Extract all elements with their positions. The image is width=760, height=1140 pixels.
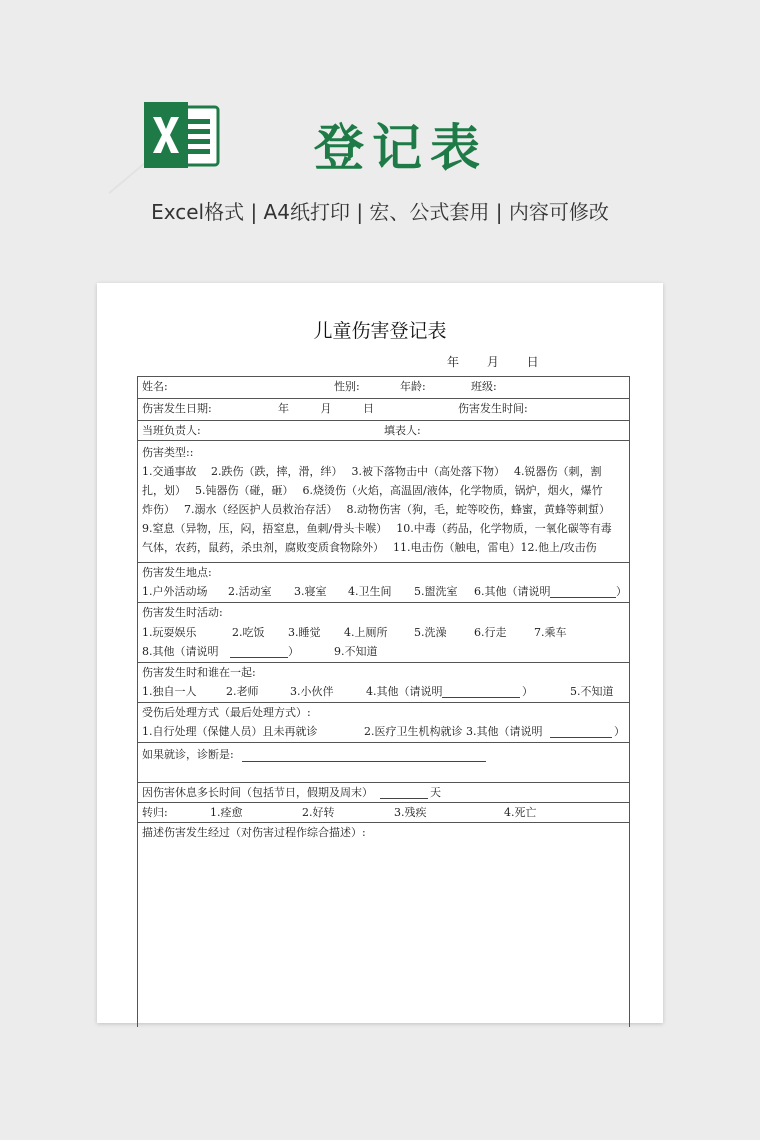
form-date-line: 年 月 日 [447,355,539,369]
treatment-other-blank[interactable] [550,725,612,738]
location-option-close: ） [616,585,627,598]
form-title: 儿童伤害登记表 [313,320,447,342]
injury-type-line: 炸伤） 7.溺水（经医护人员救治存活） 8.动物伤害（狗，毛，蛇等咬伤，蜂蜜，黄蜂等刺蜇） [142,503,610,516]
row-basic-info [138,377,629,399]
diagnosis-blank[interactable] [242,749,486,762]
teacher-label: 当班负责人: [142,424,201,437]
treatment-option-close: ） [614,725,625,738]
activity-option: 9.不知道 [334,645,378,658]
location-option: 1.户外活动场 [142,585,208,598]
location-option: 3.寝室 [294,585,327,598]
with-whom-option: 5.不知道 [570,685,614,698]
name-label: 姓名: [142,380,168,393]
row-responsible [138,421,629,441]
injury-time-label: 伤害发生时间: [458,402,528,415]
treatment-option: 1.自行处理（保健人员）且未再就诊 [142,725,318,738]
row-location [138,563,629,603]
activity-option: 5.洗澡 [414,626,447,639]
row-activity [138,603,629,663]
rest-unit: 天 [430,786,441,799]
treatment-label: 受伤后处理方式（最后处理方式）: [142,706,311,719]
page-title: 登记表 [314,119,488,177]
activity-option-close: ） [288,645,299,658]
activity-option: 4.上厕所 [344,626,388,639]
with-whom-option: 3.小伙伴 [290,685,334,698]
row-outcome [138,803,629,823]
injury-type-line: 1.交通事故 2.跌伤（跌，摔，滑，绊） 3.被下落物击中（高处落下物） 4.锐器伤（刺，割 [142,465,602,478]
rest-label: 因伤害休息多长时间（包括节日，假期及周末） [142,786,373,799]
outcome-option: 1.痊愈 [210,806,243,819]
row-rest [138,783,629,803]
diagnosis-label: 如果就诊，诊断是: [142,748,234,761]
with-whom-option: 1.独自一人 [142,685,197,698]
activity-option: 3.睡觉 [288,626,321,639]
with-whom-option-close: ） [522,685,533,698]
location-option: 2.活动室 [228,585,272,598]
row-treatment [138,703,629,743]
with-whom-option: 2.老师 [226,685,259,698]
activity-label: 伤害发生时活动: [142,606,223,619]
row-with-whom [138,663,629,703]
document-sheet [97,283,663,1023]
outcome-option: 4.死亡 [504,806,537,819]
activity-option: 1.玩耍娱乐 [142,626,197,639]
activity-option-other: 8.其他（请说明 [142,645,219,658]
outcome-option: 3.残疾 [394,806,427,819]
activity-other-blank[interactable] [230,645,288,658]
outcome-label: 转归: [142,806,168,819]
class-label: 班级: [471,380,497,393]
location-label: 伤害发生地点: [142,566,212,579]
location-option: 4.卫生间 [348,585,392,598]
with-whom-option-other: 4.其他（请说明 [366,685,443,698]
treatment-option-other: 2.医疗卫生机构就诊 3.其他（请说明 [364,725,543,738]
location-option-other: 6.其他（请说明 [474,585,551,598]
excel-icon [142,99,220,171]
injury-date-label: 伤害发生日期: [142,402,212,415]
with-whom-other-blank[interactable] [442,685,520,698]
location-option: 5.盥洗室 [414,585,458,598]
age-label: 年龄: [400,380,426,393]
injury-type-label: 伤害类型:: [142,446,194,459]
injury-type-line: 气体，农药，鼠药，杀虫剂，腐败变质食物除外） 11.电击伤（触电，雷电）12.他上/攻击伤 [142,541,597,554]
activity-option: 7.乘车 [534,626,567,639]
activity-option: 6.行走 [474,626,507,639]
injury-type-line: 扎，划） 5.钝器伤（碰，砸） 6.烧烫伤（火焰，高温固/液体，化学物质，锅炉，烟火，爆竹 [142,484,603,497]
activity-option: 2.吃饭 [232,626,265,639]
rest-days-blank[interactable] [380,786,428,799]
location-other-blank[interactable] [550,585,616,598]
injury-date-ymd: 年 月 日 [278,402,374,415]
injury-type-line: 9.窒息（异物，压，闷，捂窒息，鱼刺/骨头卡喉） 10.中毒（药品，化学物质，一氧化碳等有毒 [142,522,612,535]
outcome-option: 2.好转 [302,806,335,819]
filler-label: 填表人: [384,424,421,437]
row-describe [138,823,629,1043]
describe-label: 描述伤害发生经过（对伤害过程作综合描述）: [142,826,366,839]
page-subtitle: Excel格式 | A4纸打印 | 宏、公式套用 | 内容可修改 [151,200,609,224]
injury-form-table [137,376,630,1027]
row-diagnosis [138,743,629,783]
row-injury-date [138,399,629,421]
row-injury-type [138,441,629,563]
gender-label: 性别: [334,380,360,393]
with-whom-label: 伤害发生时和谁在一起: [142,666,256,679]
